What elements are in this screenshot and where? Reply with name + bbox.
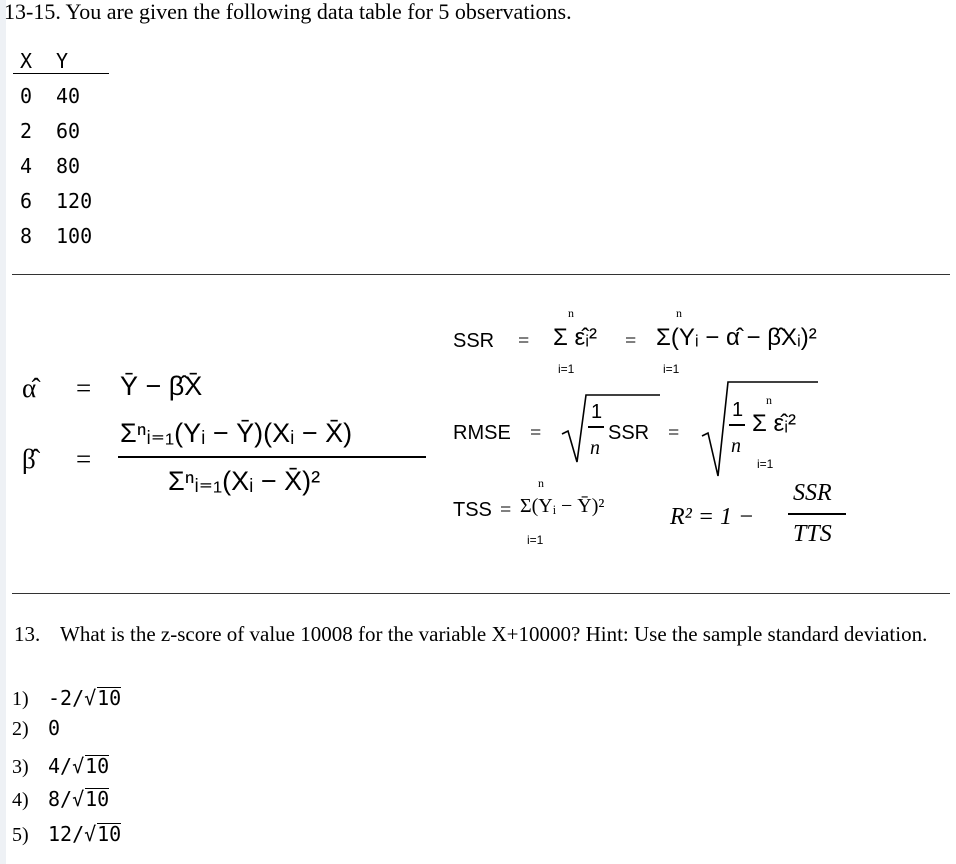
table-header-y: Y xyxy=(56,49,69,73)
beta-numerator: Σⁿᵢ₌₁(Yᵢ − Ȳ)(Xᵢ − X̄) xyxy=(120,418,353,448)
equals-sign: = xyxy=(530,422,542,444)
option-radicand: 10 xyxy=(97,822,122,846)
rmse-one: 1 xyxy=(591,401,603,423)
sqrt-symbol xyxy=(84,823,121,845)
sum-lower-limit: i=1 xyxy=(663,362,680,376)
rmse-one: 1 xyxy=(732,399,744,421)
option-prefix: -2/ xyxy=(48,686,85,710)
table-cell-y: 60 xyxy=(56,119,81,143)
sum-lower-limit: i=1 xyxy=(527,533,544,547)
ssr-label: SSR xyxy=(453,330,495,352)
rmse-label: RMSE xyxy=(453,422,511,444)
question-number: 13. xyxy=(14,622,41,646)
sqrt-symbol xyxy=(84,687,121,709)
table-header-x: X xyxy=(20,49,33,73)
sum-upper-limit: n xyxy=(676,306,682,320)
sum-lower-limit: i=1 xyxy=(558,362,575,376)
answer-option[interactable] xyxy=(12,687,121,710)
sqrt-symbol xyxy=(72,755,109,777)
question-text: What is the z-score of value 10008 for the variable X+10000? Hint: Use the sample standard deviation. xyxy=(60,622,928,646)
section-divider-bottom xyxy=(12,593,950,594)
table-cell-y: 100 xyxy=(56,224,93,248)
sum-lower-limit: i=1 xyxy=(757,457,774,471)
ssr-expansion: Σ(Yᵢ − α̂ − β̂Xᵢ)² xyxy=(656,324,817,351)
rmse-ssr-text: SSR xyxy=(608,422,650,444)
alpha-formula: Ȳ − β̂X̄ xyxy=(120,371,203,401)
sum-upper-limit: n xyxy=(538,476,544,490)
problem-heading: 13-15. You are given the following data table for 5 observations. xyxy=(4,0,572,24)
rmse-fraction-bar xyxy=(729,424,745,426)
option-number: 2) xyxy=(12,718,29,740)
option-number: 1) xyxy=(12,688,29,710)
option-radicand: 10 xyxy=(85,787,110,811)
alpha-hat-symbol: α̂ xyxy=(22,373,37,403)
answer-option[interactable] xyxy=(12,755,109,778)
equals-sign: = xyxy=(518,330,530,352)
equals-sign: = xyxy=(500,499,512,521)
option-number: 3) xyxy=(12,756,29,778)
r-squared-lhs: R² = 1 − xyxy=(670,504,755,530)
option-number: 4) xyxy=(12,789,29,811)
rmse-n: n xyxy=(731,435,741,457)
sqrt-symbol xyxy=(72,788,109,810)
beta-denominator: Σⁿᵢ₌₁(Xᵢ − X̄)² xyxy=(168,466,321,496)
option-prefix: 8/ xyxy=(48,787,73,811)
answer-option[interactable] xyxy=(12,788,109,811)
equals-sign: = xyxy=(76,373,92,403)
tss-label: TSS xyxy=(453,499,492,521)
ssr-residual-sum: Σ ε̂ᵢ² xyxy=(553,324,597,351)
option-prefix: 12/ xyxy=(48,822,85,846)
answer-option[interactable] xyxy=(12,823,121,846)
option-number: 5) xyxy=(12,824,29,846)
table-cell-x: 8 xyxy=(20,224,33,248)
answer-option[interactable] xyxy=(12,717,60,740)
sum-upper-limit: n xyxy=(766,393,772,407)
rmse-n: n xyxy=(590,437,600,459)
option-prefix: 4/ xyxy=(48,754,73,778)
tss-expression: Σ(Yᵢ − Ȳ)² xyxy=(520,495,605,517)
table-cell-x: 4 xyxy=(20,154,33,178)
option-radicand: 10 xyxy=(97,686,122,710)
sum-upper-limit: n xyxy=(568,306,574,320)
table-cell-x: 0 xyxy=(20,84,33,108)
table-cell-y: 40 xyxy=(56,84,81,108)
rmse-residual-sum: Σ ε̂ᵢ² xyxy=(752,410,796,437)
table-cell-x: 2 xyxy=(20,119,33,143)
r-squared-fraction-bar xyxy=(788,513,846,515)
equals-sign: = xyxy=(668,422,680,444)
option-prefix: 0 xyxy=(48,716,61,740)
r-squared-denominator: TTS xyxy=(793,521,832,547)
equals-sign: = xyxy=(76,444,92,474)
table-cell-y: 120 xyxy=(56,189,93,213)
rmse-fraction-bar xyxy=(588,426,604,428)
option-radicand: 10 xyxy=(85,754,110,778)
r-squared-numerator: SSR xyxy=(793,480,832,506)
equals-sign: = xyxy=(625,330,637,352)
beta-hat-symbol: β̂ xyxy=(22,444,36,474)
table-cell-x: 6 xyxy=(20,189,33,213)
table-cell-y: 80 xyxy=(56,154,81,178)
